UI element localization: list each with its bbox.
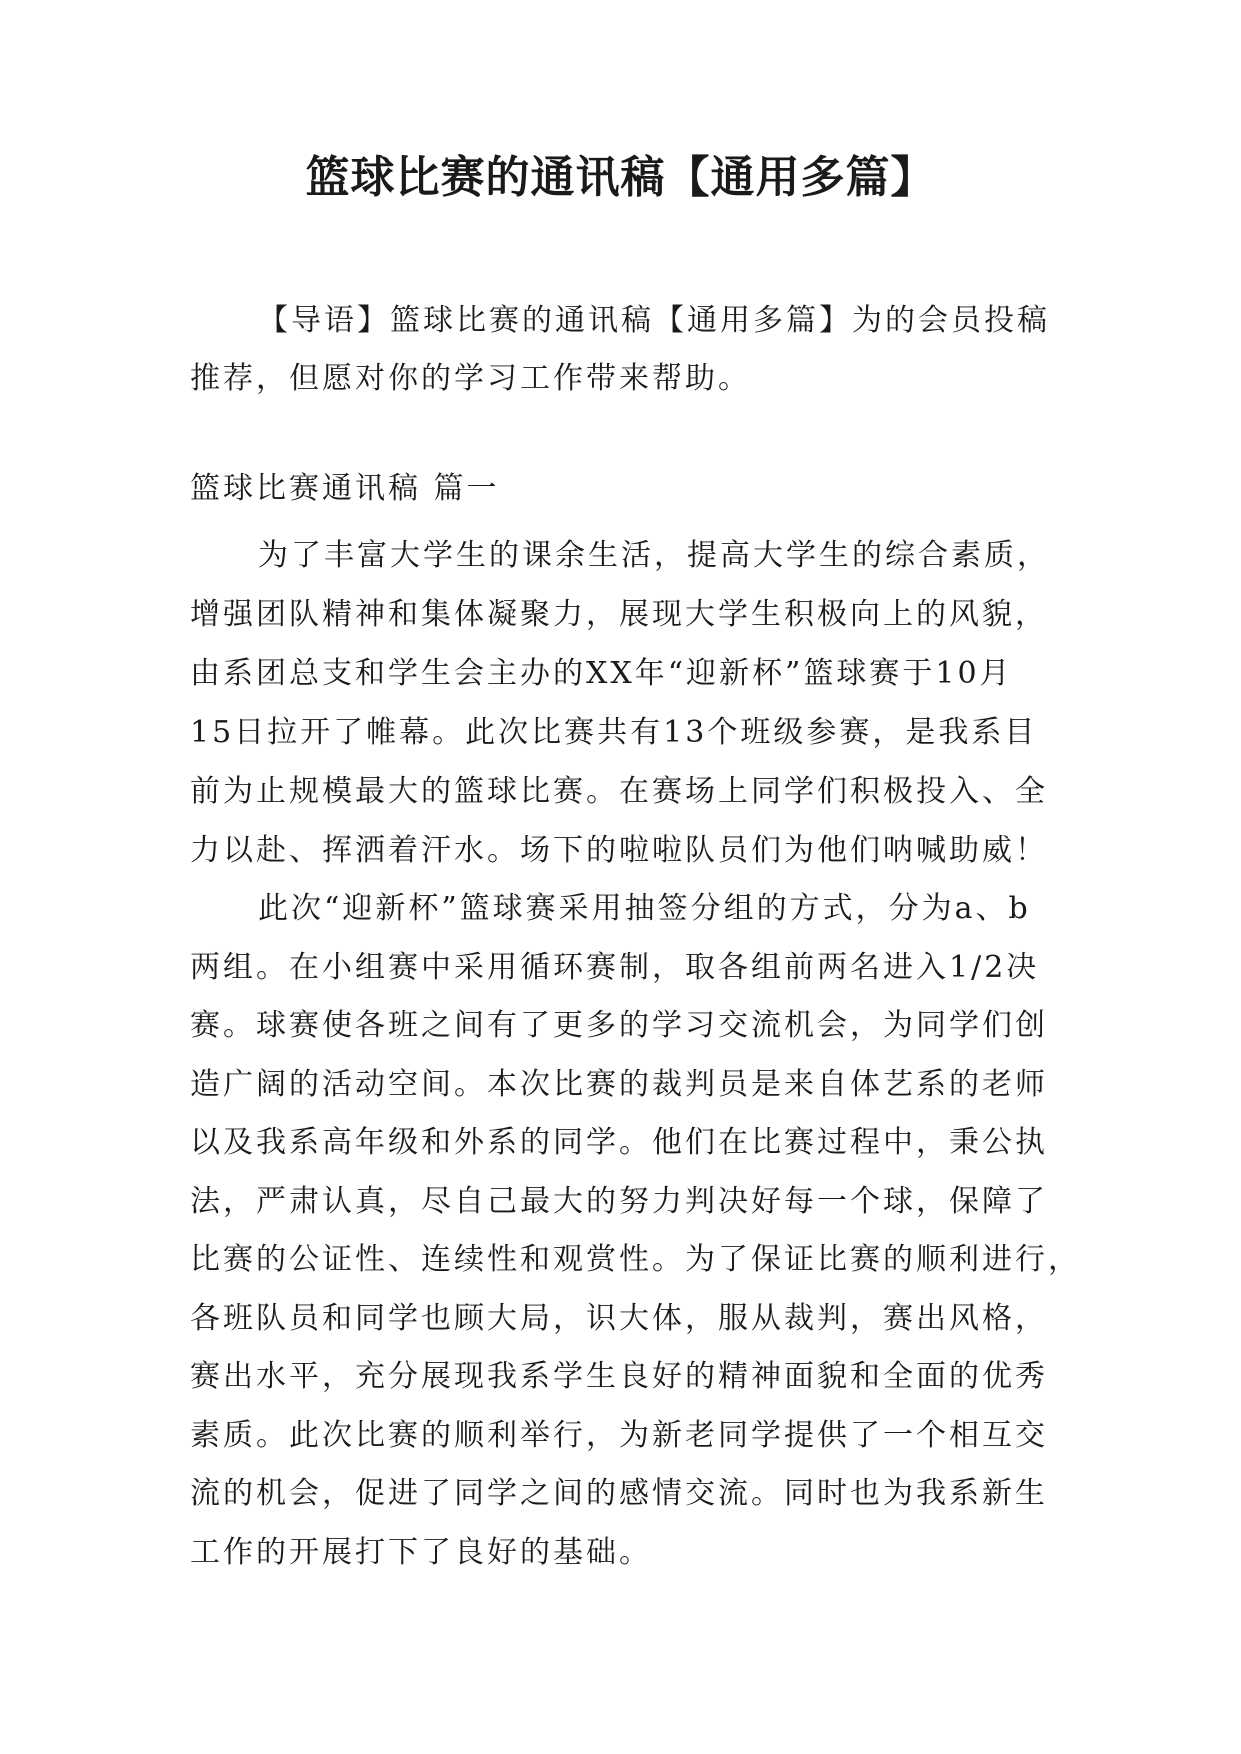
paragraph-line: 增强团队精神和集体凝聚力，展现大学生积极向上的风貌， <box>190 597 1048 632</box>
paragraph-line: 以及我系高年级和外系的同学。他们在比赛过程中，秉公执 <box>190 1125 1048 1160</box>
paragraph-line: 造广阔的活动空间。本次比赛的裁判员是来自体艺系的老师 <box>190 1066 1048 1102</box>
paragraph-line: 由系团总支和学生会主办的XX年“迎新杯”篮球赛于10月 <box>190 656 1013 691</box>
intro-paragraph <box>190 292 1060 408</box>
intro-line: 【导语】篮球比赛的通讯稿【通用多篇】为的会员投稿 <box>258 303 1050 338</box>
section-heading: 篮球比赛通讯稿 篇一 <box>190 471 500 506</box>
body-paragraph-2 <box>190 880 1081 1582</box>
paragraph-line: 此次“迎新杯”篮球赛采用抽签分组的方式，分为a、b <box>258 891 1031 926</box>
paragraph-line: 流的机会，促进了同学之间的感情交流。同时也为我系新生 <box>190 1476 1048 1511</box>
paragraph-line: 两组。在小组赛中采用循环赛制，取各组前两名进入1/2决 <box>190 949 1040 985</box>
paragraph-line: 为了丰富大学生的课余生活，提高大学生的综合素质， <box>258 538 1050 573</box>
body-paragraph-1 <box>190 526 1060 880</box>
paragraph-line: 前为止规模最大的篮球比赛。在赛场上同学们积极投入、全 <box>190 774 1048 809</box>
paragraph-line: 赛。球赛使各班之间有了更多的学习交流机会，为同学们创 <box>190 1008 1048 1043</box>
paragraph-line: 15日拉开了帷幕。此次比赛共有13个班级参赛，是我系目 <box>190 715 1038 750</box>
intro-line: 推荐，但愿对你的学习工作带来帮助。 <box>190 361 751 396</box>
document-title: 篮球比赛的通讯稿【通用多篇】 <box>305 152 936 203</box>
paragraph-line: 法，严肃认真，尽自己最大的努力判决好每一个球，保障了 <box>190 1183 1048 1219</box>
paragraph-line: 工作的开展打下了良好的基础。 <box>190 1534 652 1570</box>
paragraph-line: 各班队员和同学也顾大局，识大体，服从裁判，赛出风格， <box>190 1300 1048 1336</box>
paragraph-line: 赛出水平，充分展现我系学生良好的精神面貌和全面的优秀 <box>190 1359 1048 1394</box>
paragraph-line: 力以赴、挥洒着汗水。场下的啦啦队员们为他们呐喊助威！ <box>190 833 1048 868</box>
paragraph-line: 素质。此次比赛的顺利举行，为新老同学提供了一个相互交 <box>190 1417 1048 1453</box>
paragraph-line: 比赛的公证性、连续性和观赏性。为了保证比赛的顺利进行， <box>190 1242 1081 1277</box>
